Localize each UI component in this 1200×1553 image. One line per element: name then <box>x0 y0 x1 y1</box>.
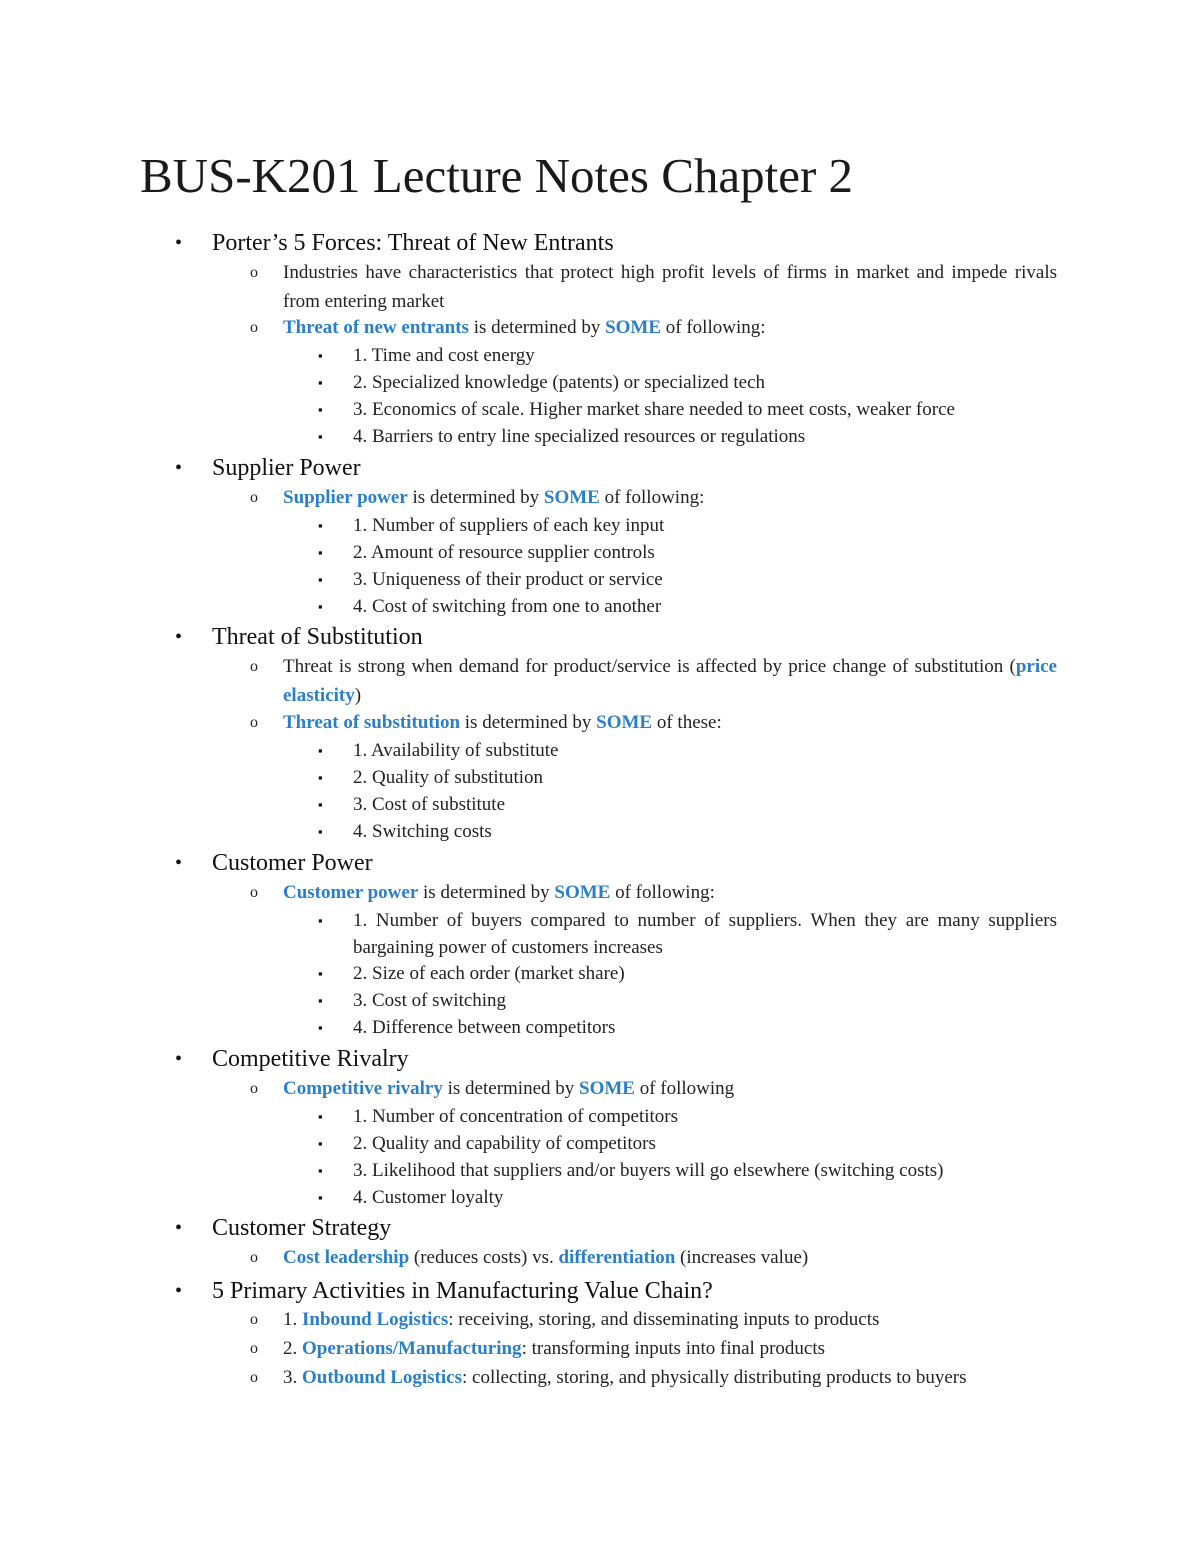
square-bullet-icon: ▪ <box>318 1163 323 1178</box>
keyword: Competitive rivalry <box>283 1078 443 1099</box>
section-heading: Customer Strategy <box>212 1215 392 1241</box>
text: (reduces costs) vs. <box>409 1247 559 1268</box>
section-heading: Supplier Power <box>212 455 361 481</box>
list-item: 3. Economics of scale. Higher market share needed to meet costs, weaker force <box>353 399 955 420</box>
list-item: 4. Difference between competitors <box>353 1017 616 1038</box>
sub-bullet-icon: o <box>250 1249 258 1266</box>
sub-bullet-icon: o <box>250 1340 258 1357</box>
square-bullet-icon: ▪ <box>318 545 323 560</box>
square-bullet-icon: ▪ <box>318 770 323 785</box>
keyword: Supplier power <box>283 487 408 508</box>
text: is determined by <box>418 882 555 903</box>
sub-bullet-icon: o <box>250 884 258 901</box>
keyword: Customer power <box>283 882 419 903</box>
list-item: 2. Quality and capability of competitors <box>353 1133 656 1154</box>
text: is determined by <box>468 317 606 338</box>
square-bullet-icon: ▪ <box>318 518 323 533</box>
list-item: 3. Uniqueness of their product or service <box>353 569 663 590</box>
keyword: differentiation <box>558 1247 676 1268</box>
text: (increases value) <box>675 1247 809 1268</box>
square-bullet-icon: ▪ <box>318 1190 323 1205</box>
text: is determined by <box>460 712 597 733</box>
keyword: price elasticity <box>283 656 1057 706</box>
text: : transforming inputs into final products <box>521 1338 825 1359</box>
text: is determined by <box>407 487 544 508</box>
square-bullet-icon: ▪ <box>318 572 323 587</box>
square-bullet-icon: ▪ <box>318 1109 323 1124</box>
text: of following: <box>599 487 705 508</box>
keyword: Outbound Logistics <box>302 1367 462 1388</box>
list-item: 2. Specialized knowledge (patents) or specialized tech <box>353 372 766 393</box>
item-number: 1. <box>283 1309 302 1330</box>
keyword: SOME <box>605 317 662 338</box>
keyword: Cost leadership <box>283 1247 410 1268</box>
bullet-icon: • <box>175 1280 183 1302</box>
square-bullet-icon: ▪ <box>318 913 323 928</box>
sub-bullet-icon: o <box>250 658 258 675</box>
list-item: 3. Cost of substitute <box>353 794 506 815</box>
keyword: Operations/Manufacturing <box>302 1338 522 1359</box>
section-heading: Threat of Substitution <box>212 624 423 650</box>
sub-bullet-icon: o <box>250 1311 258 1328</box>
square-bullet-icon: ▪ <box>318 824 323 839</box>
text: : collecting, storing, and physically distributing products to buyers <box>461 1367 967 1388</box>
text: of following: <box>661 317 766 338</box>
list-item: 3. Likelihood that suppliers and/or buyers will go elsewhere (switching costs) <box>353 1160 944 1181</box>
sub-bullet-icon: o <box>250 264 258 281</box>
list-item <box>283 316 766 340</box>
text: of these: <box>652 712 722 733</box>
keyword: Threat of new entrants <box>283 317 469 338</box>
sub-bullet-icon: o <box>250 319 258 336</box>
square-bullet-icon: ▪ <box>318 429 323 444</box>
square-bullet-icon: ▪ <box>318 375 323 390</box>
bullet-icon: • <box>175 852 183 874</box>
sub-bullet-icon: o <box>250 714 258 731</box>
list-item: 1. Availability of substitute <box>353 740 559 761</box>
list-item: 1. Number of concentration of competitors <box>353 1106 679 1127</box>
list-item: 1. Number of buyers compared to number of suppliers. When they are many suppliers bargaining power of customers increases <box>353 910 1057 958</box>
page-title: BUS-K201 Lecture Notes Chapter 2 <box>140 148 854 203</box>
keyword: SOME <box>543 487 600 508</box>
keyword: SOME <box>596 712 653 733</box>
list-item: 2. Size of each order (market share) <box>353 963 625 984</box>
bullet-icon: • <box>175 457 183 479</box>
list-item: 2. Amount of resource supplier controls <box>353 542 655 563</box>
list-item <box>283 881 715 905</box>
text: is determined by <box>442 1078 580 1099</box>
list-item: 1. Time and cost energy <box>353 345 535 366</box>
list-item: 4. Switching costs <box>353 821 492 842</box>
square-bullet-icon: ▪ <box>318 993 323 1008</box>
keyword: Threat of substitution <box>283 712 461 733</box>
square-bullet-icon: ▪ <box>318 599 323 614</box>
bullet-icon: • <box>175 1048 183 1070</box>
list-item: 4. Barriers to entry line specialized resources or regulations <box>353 426 806 447</box>
sub-bullet-icon: o <box>250 489 258 506</box>
section-heading: Porter’s 5 Forces: Threat of New Entrants <box>212 230 614 256</box>
bullet-icon: • <box>175 1217 183 1239</box>
list-item <box>283 486 704 510</box>
bullet-icon: • <box>175 626 183 648</box>
sub-bullet-icon: o <box>250 1369 258 1386</box>
square-bullet-icon: ▪ <box>318 743 323 758</box>
text: ) <box>354 685 362 706</box>
list-item <box>283 1366 966 1390</box>
list-item <box>283 1077 734 1101</box>
square-bullet-icon: ▪ <box>318 797 323 812</box>
list-item: 4. Customer loyalty <box>353 1187 504 1208</box>
list-item: Industries have characteristics that protect high profit levels of firms in market and impede rivals from entering market <box>283 262 1057 312</box>
text: : receiving, storing, and disseminating inputs to products <box>448 1309 880 1330</box>
sub-bullet-icon: o <box>250 1080 258 1097</box>
keyword: Inbound Logistics <box>302 1309 449 1330</box>
list-item <box>283 1246 808 1270</box>
list-item: 2. Quality of substitution <box>353 767 543 788</box>
list-item: 3. Cost of switching <box>353 990 507 1011</box>
section-heading: Competitive Rivalry <box>212 1046 409 1072</box>
section-heading: 5 Primary Activities in Manufacturing Value Chain? <box>212 1278 713 1304</box>
square-bullet-icon: ▪ <box>318 402 323 417</box>
text: of following <box>634 1078 735 1099</box>
item-number: 2. <box>283 1338 302 1359</box>
list-item: 1. Number of suppliers of each key input <box>353 515 665 536</box>
square-bullet-icon: ▪ <box>318 1020 323 1035</box>
keyword: SOME <box>554 882 611 903</box>
keyword: SOME <box>579 1078 635 1099</box>
list-item <box>283 652 1057 710</box>
section-heading: Customer Power <box>212 850 373 876</box>
list-item <box>283 1308 879 1332</box>
text: Threat is strong when demand for product/service is affected by price change of substitution ( <box>283 656 1016 677</box>
list-item <box>283 711 722 735</box>
list-item: 4. Cost of switching from one to another <box>353 596 662 617</box>
bullet-icon: • <box>175 232 183 254</box>
square-bullet-icon: ▪ <box>318 966 323 981</box>
item-number: 3. <box>283 1367 302 1388</box>
square-bullet-icon: ▪ <box>318 1136 323 1151</box>
square-bullet-icon: ▪ <box>318 348 323 363</box>
list-item <box>283 1337 825 1361</box>
text: of following: <box>610 882 715 903</box>
